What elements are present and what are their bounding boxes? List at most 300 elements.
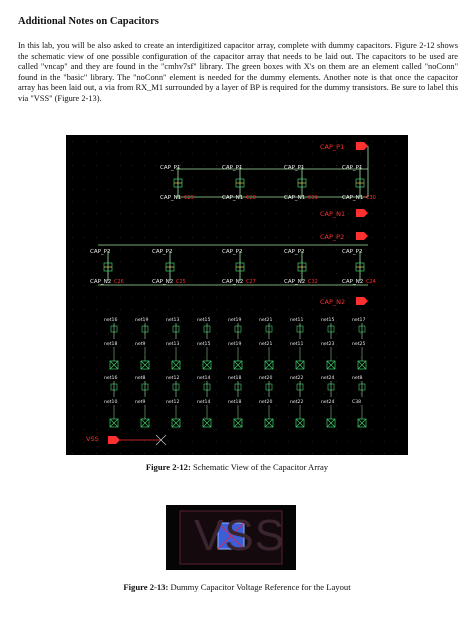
grid-dot — [108, 381, 109, 382]
grid-dot — [312, 429, 313, 430]
grid-dot — [192, 153, 193, 154]
grid-dot — [192, 189, 193, 190]
grid-dot — [336, 429, 337, 430]
grid-dot — [84, 225, 85, 226]
grid-dot — [228, 201, 229, 202]
grid-dot — [288, 345, 289, 346]
grid-dot — [348, 369, 349, 370]
figure-caption-2-13 — [0, 582, 474, 592]
grid-dot — [84, 249, 85, 250]
grid-dot — [168, 417, 169, 418]
grid-dot — [108, 141, 109, 142]
grid-dot — [168, 333, 169, 334]
grid-dot — [216, 405, 217, 406]
grid-dot — [132, 357, 133, 358]
grid-dot — [324, 429, 325, 430]
grid-dot — [168, 189, 169, 190]
grid-dot — [312, 141, 313, 142]
grid-dot — [396, 345, 397, 346]
grid-dot — [348, 453, 349, 454]
grid-dot — [312, 237, 313, 238]
grid-dot — [108, 225, 109, 226]
grid-dot — [384, 201, 385, 202]
grid-dot — [252, 249, 253, 250]
grid-dot — [372, 405, 373, 406]
grid-dot — [168, 393, 169, 394]
grid-dot — [96, 381, 97, 382]
grid-dot — [72, 141, 73, 142]
grid-dot — [312, 417, 313, 418]
grid-dot — [192, 261, 193, 262]
grid-dot — [336, 369, 337, 370]
mid-cap-4-inst: C24 — [366, 279, 376, 285]
grid-dot — [144, 213, 145, 214]
grid-dot — [132, 213, 133, 214]
grid-dot — [84, 273, 85, 274]
grid-dot — [108, 237, 109, 238]
grid-dot — [156, 453, 157, 454]
grid-dot — [276, 393, 277, 394]
grid-dot — [336, 393, 337, 394]
grid-dot — [72, 201, 73, 202]
grid-dot — [252, 417, 253, 418]
pin-cap-p2-shape — [356, 232, 368, 240]
grid-dot — [120, 441, 121, 442]
grid-dot — [252, 309, 253, 310]
grid-dot — [396, 237, 397, 238]
grid-dot — [216, 237, 217, 238]
grid-dot — [384, 381, 385, 382]
grid-dot — [336, 141, 337, 142]
grid-dot — [132, 237, 133, 238]
grid-dot — [216, 261, 217, 262]
grid-dot — [336, 249, 337, 250]
grid-dot — [84, 141, 85, 142]
grid-dot — [288, 297, 289, 298]
grid-dot — [240, 309, 241, 310]
grid-dot — [204, 165, 205, 166]
grid-dot — [240, 297, 241, 298]
grid-dot — [372, 393, 373, 394]
grid-dot — [324, 369, 325, 370]
grid-dot — [336, 189, 337, 190]
grid-dot — [288, 201, 289, 202]
grid-dot — [228, 369, 229, 370]
grid-dot — [384, 309, 385, 310]
grid-dot — [84, 309, 85, 310]
grid-dot — [120, 249, 121, 250]
grid-dot — [264, 381, 265, 382]
top-cap-1-n-label: CAP_N1 — [222, 195, 244, 201]
grid-dot — [72, 177, 73, 178]
grid-dot — [228, 225, 229, 226]
grid-dot — [396, 369, 397, 370]
grid-dot — [108, 333, 109, 334]
grid-dot — [108, 177, 109, 178]
grid-dot — [312, 249, 313, 250]
grid-dot — [156, 141, 157, 142]
grid-dot — [372, 189, 373, 190]
grid-dot — [72, 381, 73, 382]
dummy-a-top-label-5: net21 — [259, 318, 273, 323]
grid-dot — [180, 405, 181, 406]
grid-dot — [96, 405, 97, 406]
grid-dot — [72, 345, 73, 346]
grid-dot — [276, 165, 277, 166]
dummy-b-top-label-5: net20 — [259, 376, 273, 381]
grid-dot — [180, 249, 181, 250]
grid-dot — [372, 261, 373, 262]
grid-dot — [72, 249, 73, 250]
grid-dot — [168, 261, 169, 262]
grid-dot — [192, 273, 193, 274]
grid-dot — [108, 201, 109, 202]
grid-dot — [324, 249, 325, 250]
grid-dot — [204, 189, 205, 190]
grid-dot — [348, 201, 349, 202]
top-cap-3-inst: C30 — [366, 195, 376, 201]
grid-dot — [108, 417, 109, 418]
grid-dot — [120, 201, 121, 202]
grid-dot — [132, 153, 133, 154]
grid-dot — [96, 297, 97, 298]
grid-dot — [312, 225, 313, 226]
grid-dot — [240, 153, 241, 154]
grid-dot — [132, 321, 133, 322]
grid-dot — [324, 261, 325, 262]
grid-dot — [252, 345, 253, 346]
grid-dot — [336, 153, 337, 154]
grid-dot — [336, 201, 337, 202]
grid-dot — [108, 453, 109, 454]
grid-dot — [324, 393, 325, 394]
grid-dot — [192, 309, 193, 310]
grid-dot — [240, 429, 241, 430]
grid-dot — [312, 153, 313, 154]
top-cap-3-n-label: CAP_N1 — [342, 195, 364, 201]
grid-dot — [360, 357, 361, 358]
dummy-a-bot-label-6: net11 — [290, 342, 304, 347]
grid-dot — [108, 393, 109, 394]
grid-dot — [276, 177, 277, 178]
grid-dot — [360, 225, 361, 226]
grid-dot — [156, 297, 157, 298]
grid-dot — [348, 345, 349, 346]
grid-dot — [288, 177, 289, 178]
grid-dot — [84, 237, 85, 238]
grid-dot — [144, 393, 145, 394]
grid-dot — [132, 141, 133, 142]
grid-dot — [312, 345, 313, 346]
grid-dot — [192, 381, 193, 382]
grid-dot — [216, 429, 217, 430]
dummy-a-bot-label-0: net18 — [104, 342, 118, 347]
grid-dot — [288, 393, 289, 394]
grid-dot — [276, 309, 277, 310]
grid-dot — [252, 273, 253, 274]
grid-dot — [372, 309, 373, 310]
grid-dot — [264, 357, 265, 358]
grid-dot — [372, 141, 373, 142]
grid-dot — [276, 225, 277, 226]
grid-dot — [120, 333, 121, 334]
grid-dot — [72, 309, 73, 310]
grid-dot — [312, 333, 313, 334]
grid-dot — [240, 201, 241, 202]
grid-dot — [180, 345, 181, 346]
grid-dot — [384, 297, 385, 298]
grid-dot — [396, 177, 397, 178]
grid-dot — [108, 297, 109, 298]
grid-dot — [396, 429, 397, 430]
mid-cap-4-p-label: CAP_P2 — [342, 249, 363, 255]
mid-cap-1-n-label: CAP_N2 — [152, 279, 174, 285]
grid-dot — [192, 177, 193, 178]
grid-dot — [372, 369, 373, 370]
grid-dot — [228, 189, 229, 190]
grid-dot — [84, 321, 85, 322]
grid-dot — [264, 237, 265, 238]
grid-dot — [96, 357, 97, 358]
grid-dot — [108, 309, 109, 310]
grid-dot — [132, 345, 133, 346]
grid-dot — [372, 249, 373, 250]
grid-dot — [348, 357, 349, 358]
grid-dot — [96, 393, 97, 394]
grid-dot — [312, 165, 313, 166]
mid-cap-3-n-label: CAP_N2 — [284, 279, 306, 285]
grid-dot — [312, 453, 313, 454]
grid-dot — [228, 405, 229, 406]
grid-dot — [204, 453, 205, 454]
grid-dot — [216, 273, 217, 274]
grid-dot — [204, 177, 205, 178]
grid-dot — [108, 405, 109, 406]
grid-dot — [216, 345, 217, 346]
grid-dot — [348, 141, 349, 142]
grid-dot — [372, 285, 373, 286]
grid-dot — [156, 261, 157, 262]
grid-dot — [72, 225, 73, 226]
grid-dot — [288, 417, 289, 418]
grid-dot — [120, 381, 121, 382]
grid-dot — [156, 405, 157, 406]
grid-dot — [384, 153, 385, 154]
grid-dot — [264, 189, 265, 190]
grid-dot — [228, 237, 229, 238]
grid-dot — [228, 357, 229, 358]
grid-dot — [396, 441, 397, 442]
grid-dot — [204, 213, 205, 214]
grid-dot — [72, 321, 73, 322]
grid-dot — [252, 297, 253, 298]
grid-dot — [288, 429, 289, 430]
grid-dot — [216, 381, 217, 382]
grid-dot — [324, 141, 325, 142]
grid-dot — [120, 297, 121, 298]
grid-dot — [324, 177, 325, 178]
grid-dot — [276, 357, 277, 358]
dummy-b-top-label-8: net8 — [352, 376, 363, 381]
grid-dot — [72, 441, 73, 442]
grid-dot — [396, 141, 397, 142]
dummy-a-top-label-8: net17 — [352, 318, 366, 323]
grid-dot — [264, 405, 265, 406]
grid-dot — [264, 393, 265, 394]
grid-dot — [192, 453, 193, 454]
grid-dot — [132, 225, 133, 226]
grid-dot — [72, 165, 73, 166]
grid-dot — [132, 249, 133, 250]
grid-dot — [252, 321, 253, 322]
grid-dot — [228, 333, 229, 334]
grid-dot — [372, 441, 373, 442]
grid-dot — [276, 441, 277, 442]
mid-cap-3-p-label: CAP_P2 — [284, 249, 305, 255]
grid-dot — [204, 201, 205, 202]
grid-dot — [96, 369, 97, 370]
pin-vss-label: VSS — [86, 435, 99, 443]
grid-dot — [168, 213, 169, 214]
grid-dot — [336, 453, 337, 454]
grid-dot — [132, 441, 133, 442]
grid-dot — [96, 141, 97, 142]
grid-dot — [312, 405, 313, 406]
grid-dot — [180, 177, 181, 178]
grid-dot — [204, 429, 205, 430]
grid-dot — [300, 177, 301, 178]
grid-dot — [348, 441, 349, 442]
grid-dot — [288, 273, 289, 274]
grid-dot — [240, 333, 241, 334]
grid-dot — [324, 273, 325, 274]
grid-dot — [132, 333, 133, 334]
grid-dot — [156, 225, 157, 226]
grid-dot — [336, 321, 337, 322]
grid-dot — [288, 189, 289, 190]
grid-dot — [120, 453, 121, 454]
dummy-a-bot-label-1: net9 — [135, 342, 146, 347]
grid-dot — [96, 261, 97, 262]
grid-dot — [180, 189, 181, 190]
grid-dot — [72, 189, 73, 190]
grid-dot — [228, 141, 229, 142]
grid-dot — [168, 357, 169, 358]
grid-dot — [84, 297, 85, 298]
grid-dot — [264, 333, 265, 334]
grid-dot — [144, 249, 145, 250]
grid-dot — [156, 153, 157, 154]
grid-dot — [228, 453, 229, 454]
grid-dot — [360, 453, 361, 454]
grid-dot — [336, 309, 337, 310]
grid-dot — [396, 453, 397, 454]
grid-dot — [180, 261, 181, 262]
grid-dot — [276, 141, 277, 142]
grid-dot — [372, 453, 373, 454]
grid-dot — [228, 381, 229, 382]
grid-dot — [336, 261, 337, 262]
grid-dot — [144, 189, 145, 190]
grid-dot — [132, 297, 133, 298]
dummy-b-top-label-0: net16 — [104, 376, 118, 381]
vss-label: VSS — [194, 511, 286, 560]
grid-dot — [384, 237, 385, 238]
grid-dot — [228, 393, 229, 394]
grid-dot — [288, 153, 289, 154]
grid-dot — [348, 273, 349, 274]
grid-dot — [372, 345, 373, 346]
grid-dot — [240, 213, 241, 214]
grid-dot — [132, 381, 133, 382]
grid-dot — [312, 213, 313, 214]
grid-dot — [312, 381, 313, 382]
dummy-b-bot-label-4: net18 — [228, 400, 242, 405]
dummy-b-top-label-4: net18 — [228, 376, 242, 381]
grid-dot — [168, 153, 169, 154]
grid-dot — [168, 441, 169, 442]
dummy-b-top-label-7: net24 — [321, 376, 335, 381]
grid-dot — [312, 369, 313, 370]
grid-dot — [396, 309, 397, 310]
grid-dot — [348, 297, 349, 298]
grid-dot — [264, 153, 265, 154]
grid-dot — [324, 333, 325, 334]
grid-dot — [156, 309, 157, 310]
grid-dot — [156, 273, 157, 274]
grid-dot — [120, 273, 121, 274]
grid-dot — [216, 213, 217, 214]
grid-dot — [360, 441, 361, 442]
grid-dot — [276, 201, 277, 202]
grid-dot — [324, 441, 325, 442]
grid-dot — [264, 309, 265, 310]
grid-dot — [336, 381, 337, 382]
grid-dot — [372, 237, 373, 238]
dummy-b-bot-label-7: net24 — [321, 400, 335, 405]
dummy-a-top-label-7: net15 — [321, 318, 335, 323]
dummy-a-bot-label-3: net15 — [197, 342, 211, 347]
grid-dot — [276, 381, 277, 382]
grid-dot — [132, 261, 133, 262]
grid-dot — [192, 249, 193, 250]
grid-dot — [276, 405, 277, 406]
grid-dot — [180, 297, 181, 298]
grid-dot — [84, 189, 85, 190]
grid-dot — [384, 225, 385, 226]
grid-dot — [384, 261, 385, 262]
grid-dot — [264, 249, 265, 250]
grid-dot — [372, 225, 373, 226]
grid-dot — [96, 453, 97, 454]
grid-dot — [336, 417, 337, 418]
grid-dot — [240, 417, 241, 418]
schematic-svg — [66, 135, 408, 455]
grid-dot — [144, 141, 145, 142]
grid-dot — [348, 417, 349, 418]
grid-dot — [252, 201, 253, 202]
section-heading: Additional Notes on Capacitors — [18, 16, 159, 27]
dummy-b-bot-label-6: net22 — [290, 400, 304, 405]
grid-dot — [300, 309, 301, 310]
grid-dot — [264, 453, 265, 454]
grid-dot — [360, 141, 361, 142]
grid-dot — [312, 441, 313, 442]
grid-dot — [228, 417, 229, 418]
grid-dot — [180, 141, 181, 142]
grid-dot — [144, 441, 145, 442]
grid-dot — [168, 177, 169, 178]
